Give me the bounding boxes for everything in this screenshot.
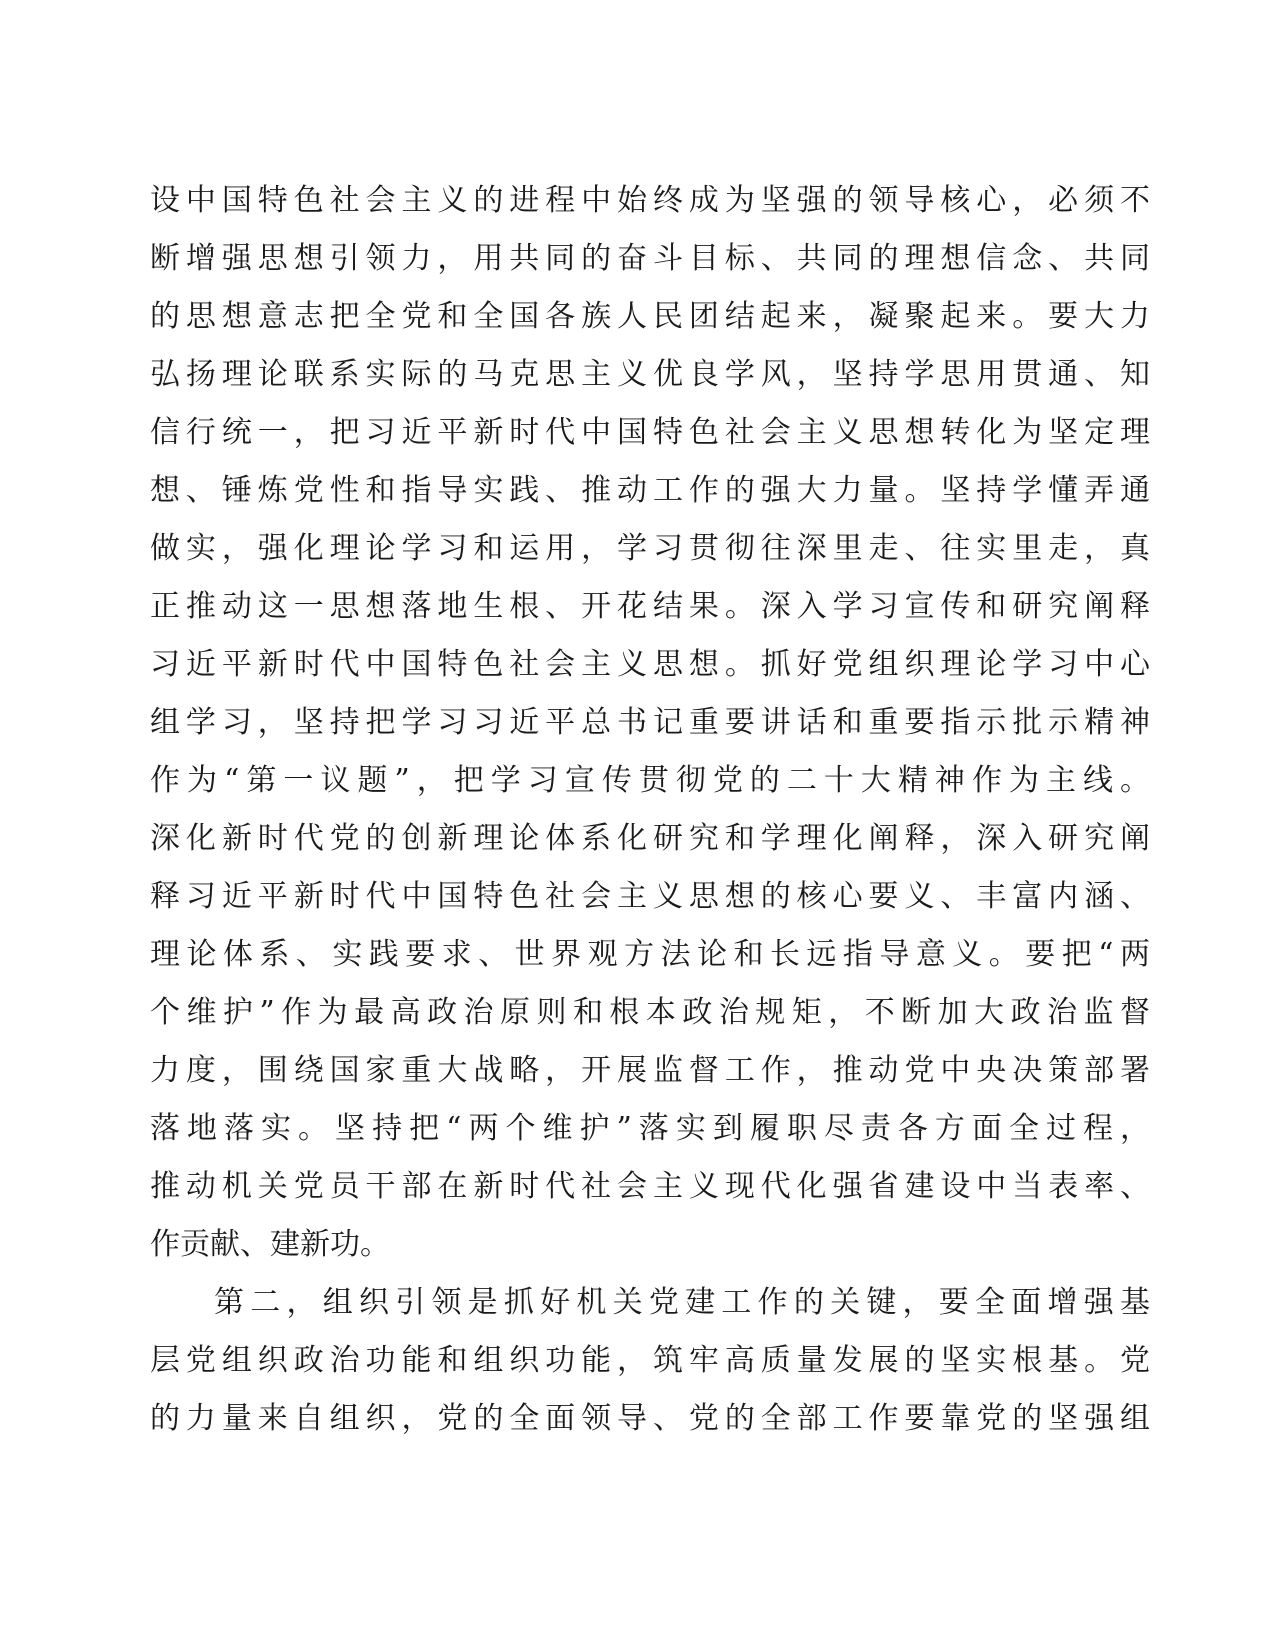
text-line: 信行统一，把习近平新时代中国特色社会主义思想转化为坚定理 [150,415,1150,450]
text-line-paragraph-end: 作贡献、建新功。 [150,1227,390,1262]
text-line: 落地落实。坚持把“两个维护”落实到履职尽责各方面全过程， [150,1111,1150,1146]
text-line: 的力量来自组织，党的全面领导、党的全部工作要靠党的坚强组 [150,1401,1150,1436]
text-line: 习近平新时代中国特色社会主义思想。抓好党组织理论学习中心 [150,647,1150,682]
text-line: 正推动这一思想落地生根、开花结果。深入学习宣传和研究阐释 [150,589,1150,624]
text-line: 想、锤炼党性和指导实践、推动工作的强大力量。坚持学懂弄通 [150,473,1150,508]
text-line: 力度，围绕国家重大战略，开展监督工作，推动党中央决策部署 [150,1053,1150,1088]
text-line: 推动机关党员干部在新时代社会主义现代化强省建设中当表率、 [150,1169,1150,1204]
text-line-paragraph-start: 第二，组织引领是抓好机关党建工作的关键，要全面增强基 [214,1285,1150,1320]
text-line: 的思想意志把全党和全国各族人民团结起来，凝聚起来。要大力 [150,299,1150,334]
text-line: 理论体系、实践要求、世界观方法论和长远指导意义。要把“两 [150,937,1150,972]
body-text [150,172,1150,1448]
text-line: 设中国特色社会主义的进程中始终成为坚强的领导核心，必须不 [150,183,1150,218]
text-line: 做实，强化理论学习和运用，学习贯彻往深里走、往实里走，真 [150,531,1150,566]
text-line: 释习近平新时代中国特色社会主义思想的核心要义、丰富内涵、 [150,879,1150,914]
text-line: 个维护”作为最高政治原则和根本政治规矩，不断加大政治监督 [150,995,1150,1030]
text-line: 断增强思想引领力，用共同的奋斗目标、共同的理想信念、共同 [150,241,1150,276]
text-line: 组学习，坚持把学习习近平总书记重要讲话和重要指示批示精神 [150,705,1150,740]
text-line: 作为“第一议题”，把学习宣传贯彻党的二十大精神作为主线。 [150,763,1150,798]
text-line: 层党组织政治功能和组织功能，筑牢高质量发展的坚实根基。党 [150,1343,1150,1378]
text-line: 深化新时代党的创新理论体系化研究和学理化阐释，深入研究阐 [150,821,1150,856]
text-line: 弘扬理论联系实际的马克思主义优良学风，坚持学思用贯通、知 [150,357,1150,392]
